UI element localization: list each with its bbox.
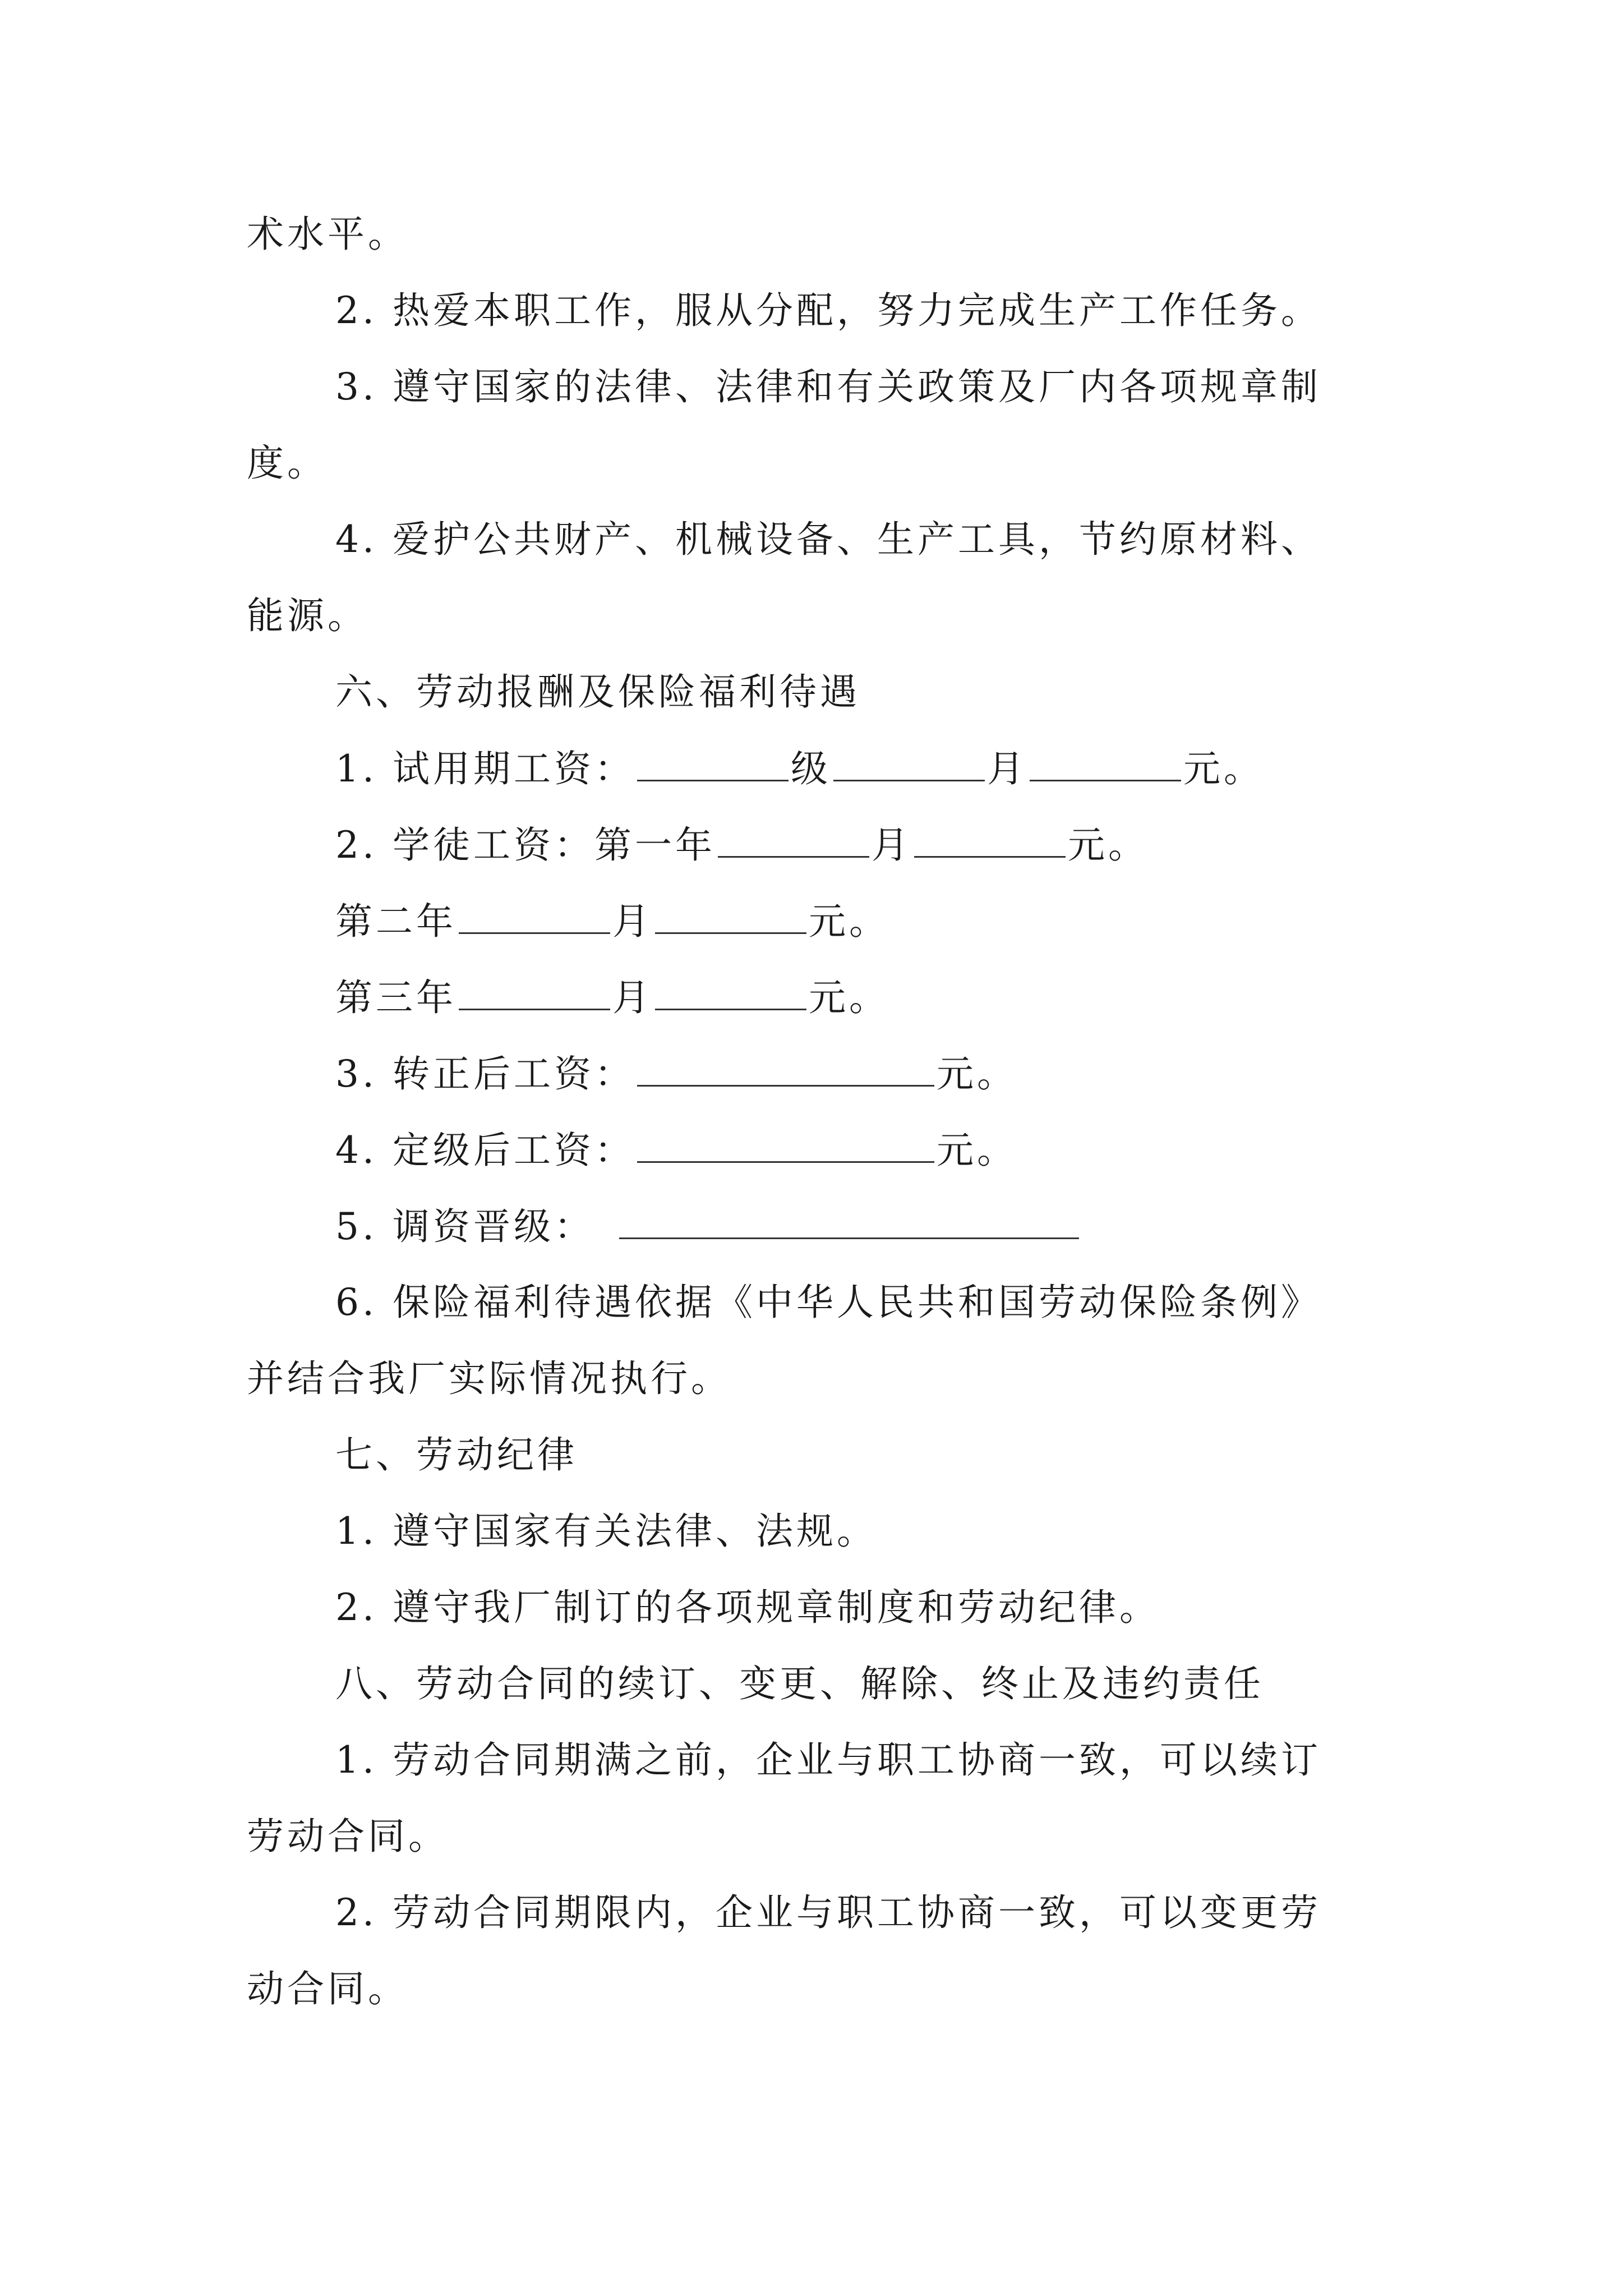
yuan-label: 元。 <box>809 976 889 1019</box>
month-label: 月 <box>612 976 653 1019</box>
wage-apprentice-year1 <box>335 822 1149 868</box>
year2-label: 第二年 <box>335 900 457 943</box>
yuan-label: 元。 <box>809 900 889 943</box>
yuan-label: 元。 <box>936 1052 1017 1096</box>
wage-regular <box>335 1051 1017 1097</box>
paragraph-line: 劳动合同。 <box>247 1815 449 1858</box>
month-label: 月 <box>986 747 1027 790</box>
clause-7-1: 1. 遵守国家有关法律、法规。 <box>335 1510 877 1553</box>
paragraph-line: 度。 <box>247 441 328 485</box>
paragraph-line: 并结合我厂实际情况执行。 <box>247 1357 731 1400</box>
blank-field[interactable] <box>637 746 789 781</box>
wage-adjust <box>335 1204 1081 1249</box>
paragraph-line: 能源。 <box>247 594 368 637</box>
clause-8-2: 2. 劳动合同期限内，企业与职工协商一致，可以变更劳 <box>335 1891 1321 1934</box>
blank-field[interactable] <box>655 899 806 934</box>
blank-field[interactable] <box>1030 746 1181 781</box>
year3-label: 第三年 <box>335 976 457 1019</box>
blank-field[interactable] <box>637 1051 934 1087</box>
month-label: 月 <box>612 900 653 943</box>
blank-field[interactable] <box>718 822 869 858</box>
clause-5-4: 4. 爱护公共财产、机械设备、生产工具，节约原材料、 <box>335 518 1321 561</box>
wage-probation-label: 1. 试用期工资： <box>335 747 635 790</box>
paragraph-line: 动合同。 <box>247 1967 408 2010</box>
clause-5-3: 3. 遵守国家的法律、法律和有关政策及厂内各项规章制 <box>335 365 1321 408</box>
wage-regular-label: 3. 转正后工资： <box>335 1052 635 1096</box>
level-label: 级 <box>790 747 831 790</box>
yuan-label: 元。 <box>1067 823 1149 867</box>
blank-field[interactable] <box>459 899 610 934</box>
blank-field[interactable] <box>833 746 985 781</box>
yuan-label: 元。 <box>936 1129 1017 1172</box>
paragraph-line: 术水平。 <box>247 213 408 256</box>
blank-field[interactable] <box>619 1204 1079 1239</box>
wage-adjust-label: 5. 调资晋级： <box>335 1205 594 1248</box>
yuan-label: 元。 <box>1183 747 1264 790</box>
blank-field[interactable] <box>914 822 1066 858</box>
wage-apprentice-year2 <box>335 899 889 944</box>
clause-5-2: 2. 热爱本职工作，服从分配，努力完成生产工作任务。 <box>335 289 1321 332</box>
blank-field[interactable] <box>655 975 806 1010</box>
clause-6-6: 6. 保险福利待遇依据《中华人民共和国劳动保险条例》 <box>335 1281 1321 1324</box>
wage-graded <box>335 1128 1017 1173</box>
wage-apprentice-label: 2. 学徒工资：第一年 <box>335 823 716 867</box>
wage-graded-label: 4. 定级后工资： <box>335 1129 635 1172</box>
month-label: 月 <box>871 823 912 867</box>
clause-7-2: 2. 遵守我厂制订的各项规章制度和劳动纪律。 <box>335 1586 1160 1629</box>
section-heading-6: 六、劳动报酬及保险福利待遇 <box>335 670 860 714</box>
blank-field[interactable] <box>637 1128 934 1163</box>
section-heading-8: 八、劳动合同的续订、变更、解除、终止及违约责任 <box>335 1662 1264 1705</box>
wage-probation <box>335 746 1264 792</box>
clause-8-1: 1. 劳动合同期满之前，企业与职工协商一致，可以续订 <box>335 1738 1321 1782</box>
section-heading-7: 七、劳动纪律 <box>335 1433 578 1476</box>
blank-field[interactable] <box>459 975 610 1010</box>
wage-apprentice-year3 <box>335 975 889 1020</box>
